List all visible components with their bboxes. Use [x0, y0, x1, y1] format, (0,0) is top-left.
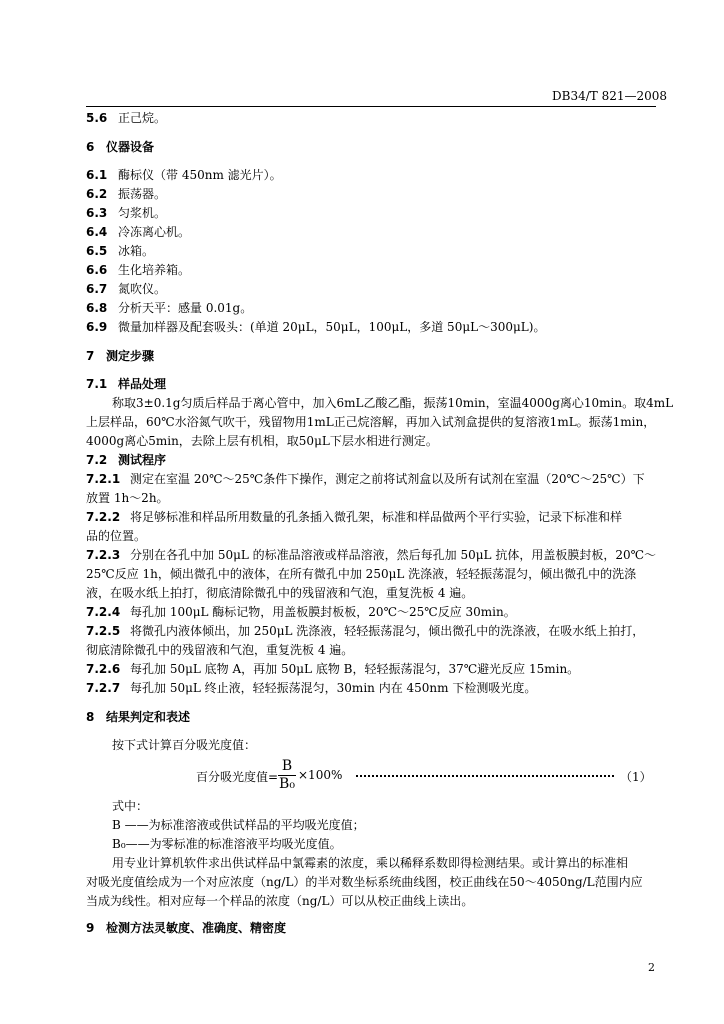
paragraph-7-1-line-3: 4000g离心5min，去除上层有机相，取50μL下层水相进行测定。 — [86, 434, 438, 448]
formula-1 — [196, 759, 658, 793]
equation-number: （1） — [620, 770, 652, 784]
formula-denominator: B₀ — [279, 776, 295, 792]
formula-numerator: B — [281, 758, 293, 774]
paragraph-7-1-line-1: 称取3±0.1g匀质后样品于离心管中，加入6mL乙酸乙酯，振荡10min，室温4000g离心10min。取4mL — [112, 396, 674, 410]
paragraph-8-line-2: 对吸光度值绘成为一个对应浓度（ng/L）的半对数坐标系统曲线图，校正曲线在50～4050ng/L范围内应 — [86, 875, 643, 889]
paragraph-8-line-3: 当成为线性。相对应每一个样品的浓度（ng/L）可以从校正曲线上读出。 — [86, 894, 474, 908]
section-9-heading: 9 检测方法灵敏度、准确度、精密度 — [86, 921, 287, 935]
page-number: 2 — [648, 961, 655, 974]
clause-7-2-6: 7.2.6 每孔加 50μL 底物 A，再加 50μL 底物 B，轻轻振荡混匀，37℃避光反应 15min。 — [86, 662, 580, 676]
clause-7-1-heading: 7.1 样品处理 — [86, 377, 167, 391]
clause-6-6: 6.6 生化培养箱。 — [86, 263, 191, 277]
clause-7-2-7: 7.2.7 每孔加 50μL 终止液，轻轻振荡混匀，30min 内在 450nm 下检测吸光度。 — [86, 681, 537, 695]
paragraph-8-line-1: 用专业计算机软件求出供试样品中氯霉素的浓度，乘以稀释系数即得检测结果。或计算出的标准相 — [112, 856, 629, 870]
clause-6-5: 6.5 冰箱。 — [86, 244, 155, 258]
formula-label: 百分吸光度值= — [196, 770, 279, 784]
definition-b0: B₀——为零标准的标准溶液平均吸光度值。 — [112, 837, 342, 851]
clause-7-2-5-line-2: 彻底清除微孔中的残留液和气泡，重复洗板 4 遍。 — [86, 643, 354, 657]
clause-7-2-heading: 7.2 测试程序 — [86, 453, 167, 467]
standard-code: DB34/T 821—2008 — [552, 89, 668, 103]
clause-6-8: 6.8 分析天平：感量 0.01g。 — [86, 301, 253, 315]
clause-5-6: 5.6 正己烷。 — [86, 111, 167, 125]
clause-6-1: 6.1 酶标仪（带 450nm 滤光片）。 — [86, 168, 282, 182]
section-8-heading: 8 结果判定和表述 — [86, 710, 191, 724]
section-6-heading: 6 仪器设备 — [86, 140, 155, 154]
header-rule — [86, 106, 656, 107]
clause-6-2: 6.2 振荡器。 — [86, 187, 167, 201]
clause-7-2-4: 7.2.4 每孔加 100μL 酶标记物，用盖板膜封板板，20℃～25℃反应 30min。 — [86, 605, 516, 619]
clause-7-2-3-line-3: 液，在吸水纸上拍打，彻底清除微孔中的残留液和气泡，重复洗板 4 遍。 — [86, 586, 474, 600]
clause-6-3: 6.3 匀浆机。 — [86, 206, 167, 220]
formula-intro: 按下式计算百分吸光度值： — [112, 738, 257, 752]
definition-b: B ——为标准溶液或供试样品的平均吸光度值； — [112, 818, 365, 832]
clause-7-2-1-line-1: 7.2.1 测定在室温 20℃～25℃条件下操作，测定之前将试剂盒以及所有试剂在室温（20℃～25℃）下 — [86, 472, 645, 486]
clause-6-9: 6.9 微量加样器及配套吸头：(单道 20μL，50μL，100μL，多道 50μL～300μL)。 — [86, 320, 546, 334]
clause-7-2-2-line-1: 7.2.2 将足够标准和样品所用数量的孔条插入微孔架，标准和样品做两个平行实验，记录下标准和样 — [86, 510, 623, 524]
section-7-heading: 7 测定步骤 — [86, 349, 155, 363]
clause-6-7: 6.7 氮吹仪。 — [86, 282, 167, 296]
clause-7-2-1-line-2: 放置 1h～2h。 — [86, 491, 169, 505]
where-label: 式中： — [112, 799, 149, 813]
clause-7-2-2-line-2: 品的位置。 — [86, 529, 147, 543]
formula-multiplier: ×100% — [298, 768, 343, 782]
clause-7-2-3-line-2: 25℃反应 1h，倾出微孔中的液体，在所有微孔中加 250μL 洗涤液，轻轻振荡混匀，倾出微孔中的洗涤 — [86, 567, 637, 581]
paragraph-7-1-line-2: 上层样品，60℃水浴氮气吹干，残留物用1mL正己烷溶解，再加入试剂盒提供的复溶液1mL。振荡1min， — [86, 415, 656, 429]
formula-leader-dots — [356, 765, 614, 777]
clause-6-4: 6.4 冷冻离心机。 — [86, 225, 191, 239]
formula-fraction — [278, 759, 296, 792]
clause-7-2-3-line-1: 7.2.3 分别在各孔中加 50μL 的标准品溶液或样品溶液，然后每孔加 50μL 抗体，用盖板膜封板，20℃～ — [86, 548, 657, 562]
clause-7-2-5-line-1: 7.2.5 将微孔内液体倾出，加 250μL 洗涤液，轻轻振荡混匀，倾出微孔中的洗涤液，在吸水纸上拍打， — [86, 624, 645, 638]
